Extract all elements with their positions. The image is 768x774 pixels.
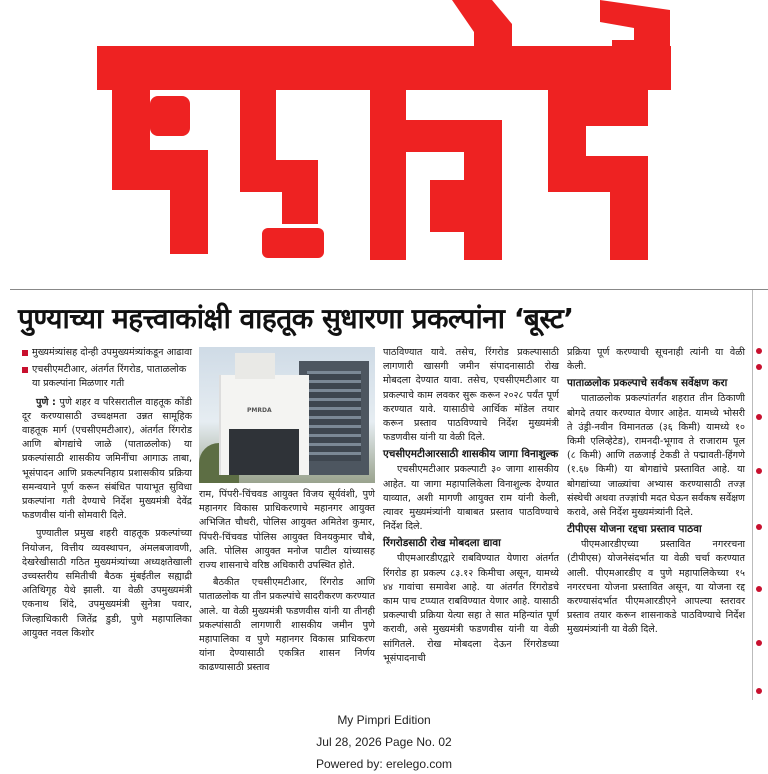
paragraph: पाताळलोक प्रकल्पांतर्गत शहरात तीन ठिकाणी बोगदे तयार करण्यात येणार आहेत. यामध्ये भोसरी ते उंड्री-नवीन विमानतळ (३६ किमी) यामध्ये १० किमी एलिव्हेटेड), रामनदी-भूगाव ते राजाराम पूल (८ किमी) आणि तळजाई टेकडी ते पद्मावती-हिंगणे (१.६७ किमी) या बोगद्यांचे प्रस्तावित आहे. या बोगद्यांच्या जाळ्यांचा अभ्यास करण्यासाठी तज्ज्ञ संस्थेची अथवा तज्ज्ञांची मदत घेऊन सर्वंकष सर्वेक्षण करावे, असे निर्देश मुख्यमंत्र्यांनी दिले. [567,393,745,519]
building-photo [199,347,375,483]
side-bullet-icon [756,364,762,370]
paragraph: एचसीएमटीआर प्रकल्पाटी ३० जागा शासकीय आहेत. या जागा महापालिकेला विनाशुल्क देण्यात याव्यात, अशी मागणी आयुक्त राम यांनी केली, त्यावर मुख्यमंत्र्यांनी याबाबत प्रस्ताव पाठविण्याचे निर्देश दिले. [383,464,559,533]
dateline: पुणे : [36,396,60,408]
bullet-item: एचसीएमटीआर, अंतर्गत रिंगरोड, पाताळलोक या प्रकल्पांना मिळणार गती [22,363,192,391]
article-column-2 [199,488,375,676]
building-tower [299,361,369,475]
building-roof [235,353,275,379]
side-bullet-icon [756,468,762,474]
subheading: एचसीएमटीआरसाठी शासकीय जागा विनाशुल्क [383,448,559,461]
paragraph: पुण्यातील प्रमुख शहरी वाहतूक प्रकल्पांच्या नियोजन, वित्तीय व्यवस्थापन, अंमलबजावणी, देखरेखीसाठी गठित मुख्यमंत्र्यांच्या अध्यक्षतेखाली उच्चस्तरीय समितीची बैठक मुंबईतील सह्याद्री अतिथिगृह येथे झाली. या वेळी उपमुख्यमंत्री एकनाथ शिंदे, उपमुख्यमंत्री सुनेत्रा पवार, जिल्हाधिकारी जितेंद्र डुडी, पुणे महापालिका आयुक्त नवल किशोर [22,528,192,639]
side-bullet-icon [756,586,762,592]
side-bullet-icon [756,524,762,530]
paragraph-text: पुणे शहर व परिसरातील वाहतूक कोंडी दूर करण्यासाठी उच्चक्षमता उन्नत सामूहिक वाहतूक मार्ग (एचसीएमटीआर), अंतर्गत रिंगरोड आणि बोगद्यांचे जाळे (पाताळलोक) या प्रकल्पांसाठी शासकीय जमिनींचा आगाऊ ताबा, भूसंपादन आणि प्रकल्पनिहाय प्रशासकीय प्रक्रिया समन्वयाने पूर्ण करून संबंधित पायाभूत सुविधा प्रकल्पांना गती देण्याचे निर्देश मुख्यमंत्री देवेंद्र फडणवीस यांनी सोमवारी दिले. [22,396,192,522]
top-rule [10,289,768,290]
side-bullet-icon [756,348,762,354]
paragraph: पीएमआरडीएद्वारे राबविण्यात येणारा अंतर्गत रिंगरोड हा प्रकल्प ८३.१२ किमीचा असून, यामध्ये ४४ गावांचा समावेश आहे. या अंतर्गत रिंगरोडचे काम पाच टप्प्यात राबविण्यात येणार आहे. यासाठी प्रकल्पाची प्रक्रिया येत्या सहा ते सात महिन्यांत पूर्ण करावी, असे मुख्यमंत्री फडणवीस यांनी या वेळी सांगितले. रोख मोबदला देऊन रिंगरोडच्या भूसंपादनाची [383,553,559,664]
article-column-3 [383,346,559,666]
paragraph: प्रक्रिया पूर्ण करण्याची सूचनाही त्यांनी या वेळी केली. [567,347,745,373]
side-bullet-icon [756,640,762,646]
article-column-1 [22,346,192,641]
date-page-label: Jul 28, 2026 Page No. 02 [316,735,452,749]
article-column-4 [567,346,745,638]
masthead [0,0,768,285]
paragraph: बैठकीत एचसीएमटीआर, रिंगरोड आणि पाताळलोक या तीन प्रकल्पांचे सादरीकरण करण्यात आले. या वेळी मुख्यमंत्री फडणवीस यांनी या तीनही प्रकल्पांसाठी लागणारी शासकीय जमीन पुणे महापालिका व पुणे महानगर विकास प्राधिकरण यांना देण्यासाठी एकत्रित शासन निर्णय काढण्यासाठी प्रस्ताव [199,577,375,674]
lead-paragraph [22,396,192,524]
bullet-item: मुख्यमंत्र्यांसह दोन्ही उपमुख्यमंत्र्यांकडून आढावा [22,346,192,360]
subheading: टीपीएस योजना रद्दचा प्रस्ताव पाठवा [567,523,702,536]
edition-label: My Pimpri Edition [337,713,431,727]
subheading: रिंगरोडसाठी रोख मोबदला द्यावा [383,537,501,550]
highlight-bullets [22,346,192,392]
pmrda-sign: PMRDA [247,407,272,414]
side-bullet-icon [756,688,762,694]
paragraph: पाठविण्यात यावे. तसेच, रिंगरोड प्रकल्पासाठी लागणारी खासगी जमीन संपादनासाठी रोख मोबदला देण्यात यावा. तसेच, एचसीएमटीआर या प्रकल्पाचे काम लवकर सुरू करून २०२८ पर्यंत पूर्ण करण्यात यावे. यासाठीचे आर्थिक मॉडेल तयार करून प्रस्ताव पाठविण्याचे निर्देश मुख्यमंत्री फडणवीस यांनी या वेळी दिले. [383,347,559,444]
subheading: पाताळलोक प्रकल्पाचे सर्वंकष सर्वेक्षण करा [567,377,728,390]
paragraph: राम, पिंपरी-चिंचवड आयुक्त विजय सूर्यवंशी, पुणे महानगर विकास प्राधिकरणाचे महानगर आयुक्त अभिजित चौधरी, पोलिस आयुक्त अमितेश कुमार, पिंपरी-चिंचवड पोलिस आयुक्त विनयकुमार चौबे, अति. पोलिस आयुक्त मनोज पाटील यांच्यासह राज्य शासनाचे वरिष्ठ अधिकारी उपस्थित होते. [199,489,375,572]
headline: पुण्याच्या महत्त्वाकांक्षी वाहतूक सुधारणा प्रकल्पांना ‘बूस्ट’ [18,302,574,335]
building-entrance [229,429,299,475]
masthead-logo [0,0,768,285]
powered-by-label: Powered by: erelego.com [315,757,453,771]
side-bullet-icon [756,414,762,420]
column-divider [752,290,753,700]
paragraph: पीएमआरडीएच्या प्रस्तावित नगररचना (टीपीएस) योजनेसंदर्भात या वेळी चर्चा करण्यात आली. पीएमआरडीए व पुणे महापालिकेच्या १५ नगररचना योजना प्रस्तावित असून, या योजना रद्द करण्यासंदर्भात पीएमआरडीएने आपल्या स्तरावर प्रस्ताव तयार करून शासनाकडे पाठविण्याचे निर्देश मुख्यमंत्र्यांनी या वेळी दिले. [567,539,745,636]
